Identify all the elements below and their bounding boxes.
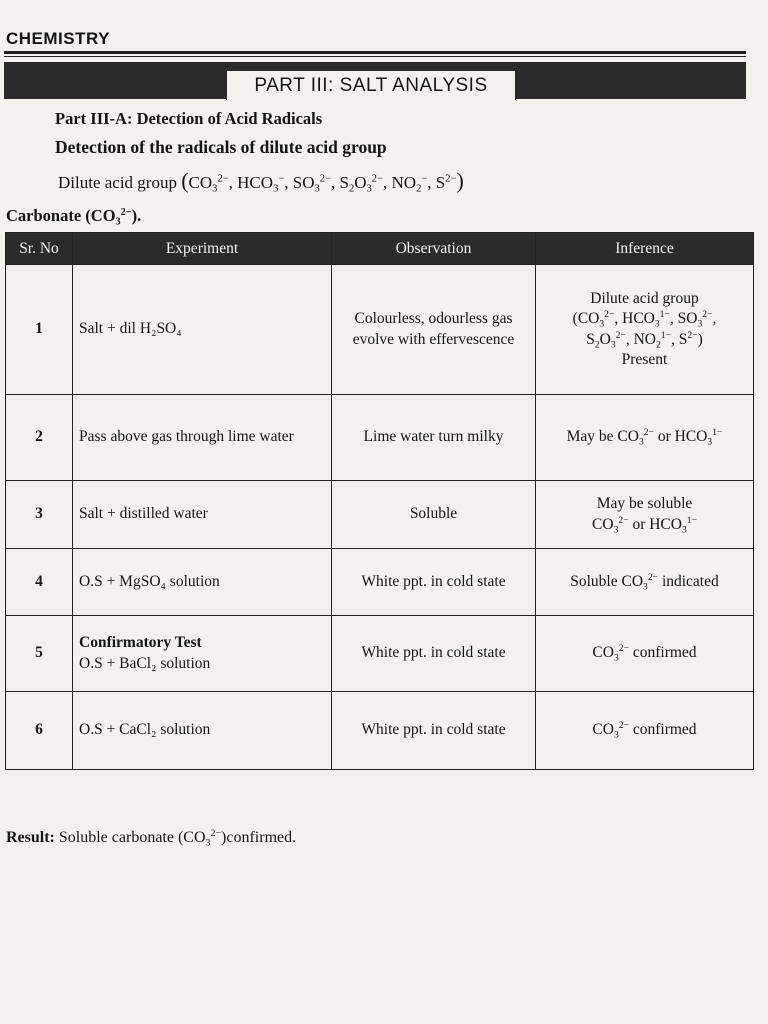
- dilute-acid-group-line: Dilute acid group ($CO_3^{2-}$, $HCO_3^-$, $SO_3^{2-}$, $S_2O_3^{2-}$, $NO_2^-$, $S^{2-}$): [58, 168, 464, 195]
- row-experiment: O.S + MgSO₄ solution: [73, 549, 332, 616]
- row-observation: Lime water turn milky: [332, 395, 536, 481]
- group-label: Dilute acid group: [58, 173, 177, 192]
- table-row: [6, 265, 754, 395]
- row-observation: Colourless, odourless gas evolve with effervescence: [332, 265, 536, 395]
- header-sr-no: Sr. No: [6, 233, 73, 265]
- result-line: Result: Soluble carbonate $(CO_3^{2-})confirmed$.: [6, 828, 297, 849]
- row-experiment: Pass above gas through lime water: [73, 395, 332, 481]
- row-sr: 3: [6, 481, 73, 549]
- header-inference: Inference: [536, 233, 754, 265]
- row-sr: 2: [6, 395, 73, 481]
- row-inference: Soluble $CO_3^{2-}$ indicated: [536, 549, 754, 616]
- row-sr: 6: [6, 692, 73, 770]
- row-observation: White ppt. in cold state: [332, 549, 536, 616]
- part-heading: Part III-A: Detection of Acid Radicals: [55, 109, 323, 128]
- banner-title: PART III: SALT ANALYSIS: [226, 70, 516, 100]
- row-sr: 5: [6, 616, 73, 692]
- table-header-row: [6, 233, 754, 265]
- table-row: [6, 616, 754, 692]
- header-experiment: Experiment: [73, 233, 332, 265]
- row-inference: $CO_3^{2-}$ confirmed: [536, 616, 754, 692]
- row-inference: Dilute acid group ($CO_3^{2-}$, $HCO_3^{1-}$, $SO_3^{2-}$, $S_2O_3^{2-}$, $NO_2^{1-}$, $S^{2-}$) Present: [536, 265, 754, 395]
- table-row: [6, 481, 754, 549]
- table-row: [6, 549, 754, 616]
- row-observation: White ppt. in cold state: [332, 616, 536, 692]
- header-rule: [4, 51, 746, 54]
- row-observation: Soluble: [332, 481, 536, 549]
- table-row: [6, 395, 754, 481]
- carbonate-heading: Carbonate $(CO_3^{2-})$.: [6, 206, 142, 228]
- header-rule-thin: [4, 56, 746, 57]
- header-observation: Observation: [332, 233, 536, 265]
- result-label: Result:: [6, 829, 55, 846]
- row-experiment: O.S + CaCl₂ solution: [73, 692, 332, 770]
- row-experiment: Salt + dil H₂SO₄: [73, 265, 332, 395]
- row-sr: 4: [6, 549, 73, 616]
- salt-analysis-table: [5, 232, 754, 770]
- row-sr: 1: [6, 265, 73, 395]
- row-observation: White ppt. in cold state: [332, 692, 536, 770]
- confirmatory-test-title: Confirmatory Test: [79, 634, 202, 652]
- detection-heading: Detection of the radicals of dilute acid group: [55, 137, 387, 157]
- row-experiment: Confirmatory Test O.S + BaCl₂ solution: [73, 616, 332, 692]
- table-row: [6, 692, 754, 770]
- row-inference: $CO_3^{2-}$ confirmed: [536, 692, 754, 770]
- subject-title: CHEMISTRY: [6, 29, 110, 48]
- row-inference: May be $CO_3^{2-}$ or $HCO_3^{1-}$: [536, 395, 754, 481]
- row-experiment: Salt + distilled water: [73, 481, 332, 549]
- row-inference: May be soluble $CO_3^{2-}$ or $HCO_3^{1-}$: [536, 481, 754, 549]
